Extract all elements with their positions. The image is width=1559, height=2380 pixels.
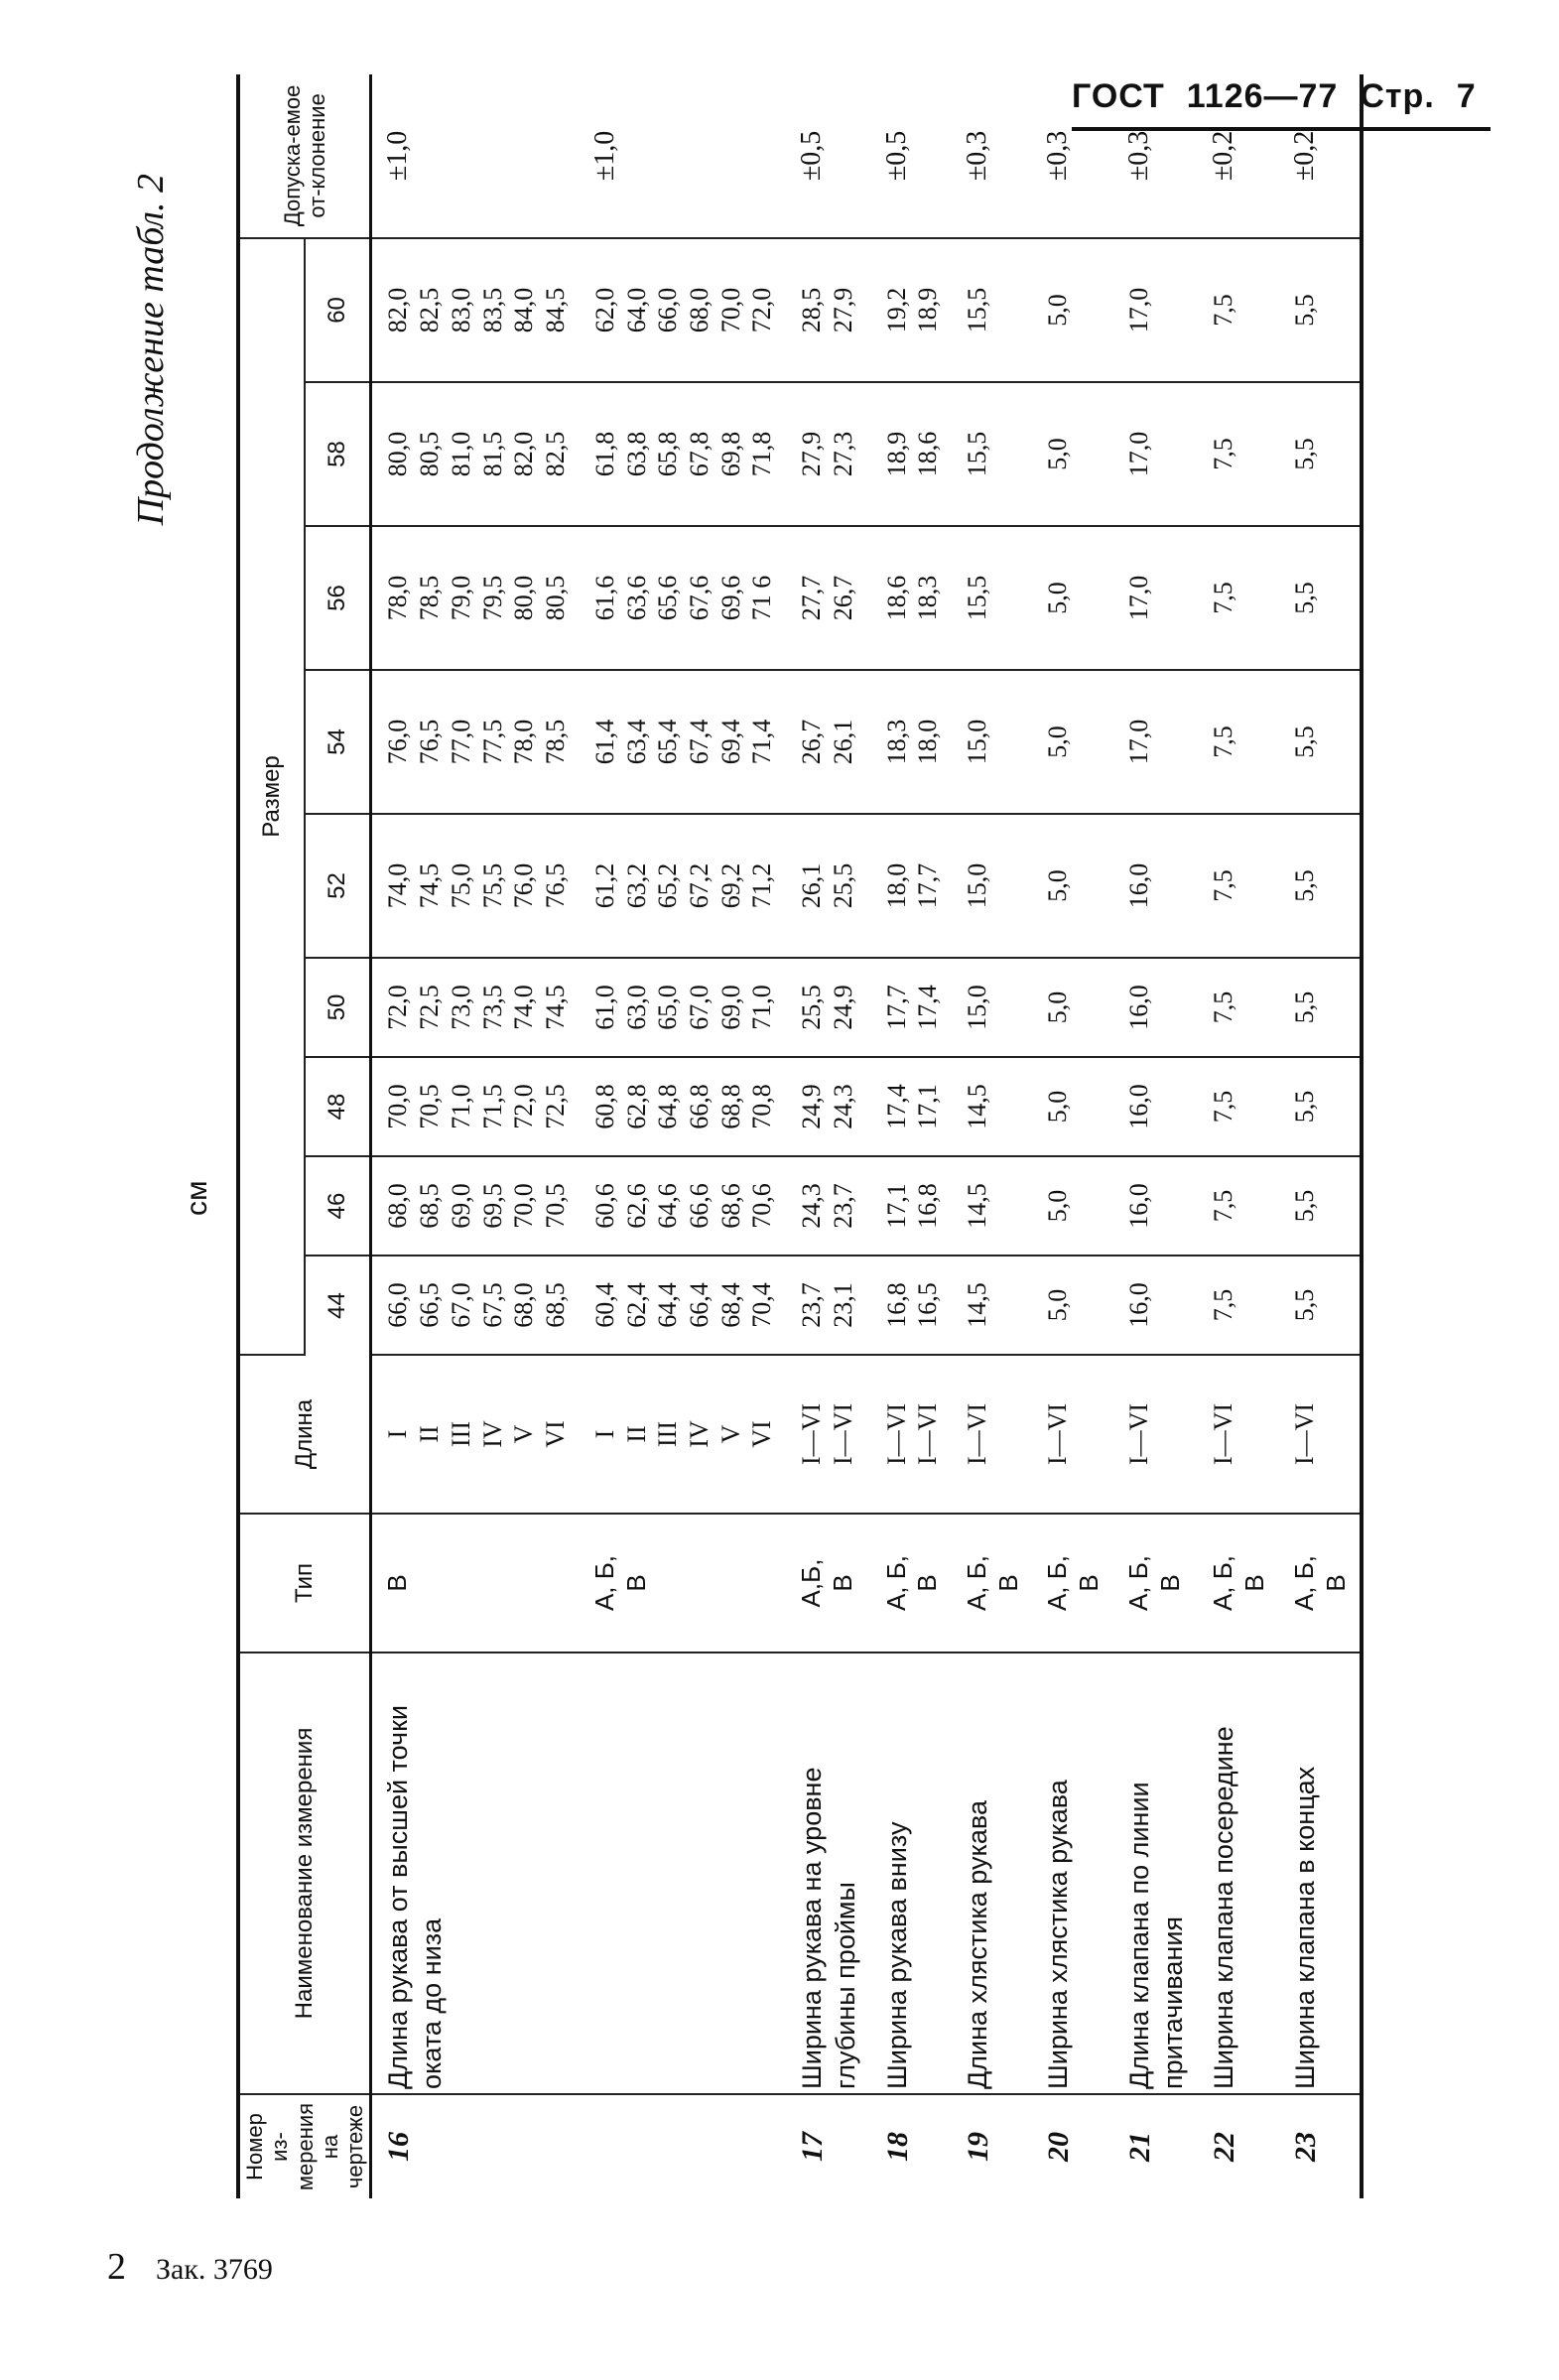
size-value: 15,5 bbox=[952, 382, 1032, 526]
size-value: 5,5 bbox=[1279, 1057, 1362, 1156]
size-value: 7,5 bbox=[1198, 238, 1278, 382]
size-value: 80,0 80,5 81,0 81,5 82,0 82,5 bbox=[371, 382, 580, 526]
size-value: 16,8 16,5 bbox=[871, 1256, 952, 1355]
size-value: 18,3 18,0 bbox=[871, 670, 952, 814]
size-value: 5,5 bbox=[1279, 526, 1362, 670]
measurement-name bbox=[580, 1653, 786, 2094]
tolerance-value: ±1,0 bbox=[371, 74, 580, 238]
size-value: 18,9 18,6 bbox=[871, 382, 952, 526]
size-header: 50 bbox=[305, 958, 371, 1057]
size-value: 26,1 25,5 bbox=[786, 814, 871, 958]
col-header-type: Тип bbox=[238, 1514, 371, 1653]
size-header: 44 bbox=[305, 1256, 371, 1355]
tolerance-value: ±1,0 bbox=[580, 74, 786, 238]
size-value: 5,5 bbox=[1279, 382, 1362, 526]
tolerance-value: ±0,2 bbox=[1198, 74, 1278, 238]
tolerance-value: ±0,3 bbox=[1113, 74, 1199, 238]
size-value: 7,5 bbox=[1198, 1156, 1278, 1256]
size-value: 5,0 bbox=[1032, 1057, 1112, 1156]
size-value: 16,0 bbox=[1113, 1256, 1199, 1355]
size-header: 60 bbox=[305, 238, 371, 382]
table-row bbox=[580, 74, 786, 2198]
tolerance-value: ±0,5 bbox=[786, 74, 871, 238]
table-body bbox=[371, 74, 1362, 2198]
size-value: 62,0 64,0 66,0 68,0 70,0 72,0 bbox=[580, 238, 786, 382]
size-value: 28,5 27,9 bbox=[786, 238, 871, 382]
measurement-name: Ширина рукава на уровне глубины проймы bbox=[786, 1653, 871, 2094]
size-value: 5,0 bbox=[1032, 238, 1112, 382]
measurement-name: Длина клапана по линии притачивания bbox=[1113, 1653, 1199, 2094]
garment-type: А, Б, В bbox=[952, 1514, 1032, 1653]
size-header: 56 bbox=[305, 526, 371, 670]
measurement-number: 18 bbox=[880, 2132, 914, 2162]
size-value: 17,0 bbox=[1113, 670, 1199, 814]
garment-type: А, Б, В bbox=[1032, 1514, 1112, 1653]
size-value: 82,0 82,5 83,0 83,5 84,0 84,5 bbox=[371, 238, 580, 382]
footer-order: Зак. 3769 bbox=[156, 2253, 273, 2286]
size-value: 7,5 bbox=[1198, 670, 1278, 814]
size-value: 5,5 bbox=[1279, 1256, 1362, 1355]
size-value: 7,5 bbox=[1198, 814, 1278, 958]
size-header: 46 bbox=[305, 1156, 371, 1256]
size-value: 78,0 78,5 79,0 79,5 80,0 80,5 bbox=[371, 526, 580, 670]
measurement-number: 19 bbox=[962, 2132, 995, 2162]
table-row bbox=[786, 74, 871, 2198]
size-value: 18,0 17,7 bbox=[871, 814, 952, 958]
size-header: 54 bbox=[305, 670, 371, 814]
col-header-name: Наименование измерения bbox=[238, 1653, 371, 2094]
size-value: 15,0 bbox=[952, 814, 1032, 958]
measurement-name: Длина хлястика рукава bbox=[952, 1653, 1032, 2094]
size-value: 15,0 bbox=[952, 958, 1032, 1057]
measurement-number: 21 bbox=[1122, 2132, 1156, 2162]
size-value: 61,0 63,0 65,0 67,0 69,0 71,0 bbox=[580, 958, 786, 1057]
length-group: I—VI I—VI bbox=[871, 1355, 952, 1514]
size-value: 5,5 bbox=[1279, 1156, 1362, 1256]
measurement-number: 17 bbox=[796, 2132, 830, 2162]
continuation-title: Продолжение табл. 2 bbox=[130, 174, 172, 526]
size-value: 5,5 bbox=[1279, 670, 1362, 814]
length-group: I—VI I—VI bbox=[786, 1355, 871, 1514]
garment-type: А, Б, В bbox=[1279, 1514, 1362, 1653]
size-header: 52 bbox=[305, 814, 371, 958]
size-value: 5,0 bbox=[1032, 670, 1112, 814]
size-value: 5,0 bbox=[1032, 1256, 1112, 1355]
size-value: 5,0 bbox=[1032, 814, 1112, 958]
col-header-tolerance: Допуска-емое от-клонение bbox=[238, 74, 371, 238]
table-row bbox=[1113, 74, 1199, 2198]
garment-type: В bbox=[371, 1514, 580, 1653]
table-row bbox=[1198, 74, 1278, 2198]
size-value: 16,0 bbox=[1113, 1057, 1199, 1156]
size-value: 14,5 bbox=[952, 1057, 1032, 1156]
size-value: 15,5 bbox=[952, 238, 1032, 382]
size-value: 25,5 24,9 bbox=[786, 958, 871, 1057]
size-value: 17,4 17,1 bbox=[871, 1057, 952, 1156]
dimensions-table bbox=[236, 74, 1364, 2198]
length-group: I—VI bbox=[1032, 1355, 1112, 1514]
length-group: I—VI bbox=[1198, 1355, 1278, 1514]
tolerance-value: ±0,3 bbox=[952, 74, 1032, 238]
size-value: 5,5 bbox=[1279, 814, 1362, 958]
size-value: 76,0 76,5 77,0 77,5 78,0 78,5 bbox=[371, 670, 580, 814]
length-group: I—VI bbox=[952, 1355, 1032, 1514]
size-value: 5,5 bbox=[1279, 238, 1362, 382]
size-value: 61,6 63,6 65,6 67,6 69,6 71 6 bbox=[580, 526, 786, 670]
tolerance-value: ±0,3 bbox=[1032, 74, 1112, 238]
table-row bbox=[1279, 74, 1362, 2198]
measurement-name: Ширина клапана в концах bbox=[1279, 1653, 1362, 2094]
size-value: 17,0 bbox=[1113, 526, 1199, 670]
size-value: 16,0 bbox=[1113, 814, 1199, 958]
measurement-number: 23 bbox=[1279, 2094, 1362, 2198]
size-value: 5,0 bbox=[1032, 958, 1112, 1057]
size-value: 27,9 27,3 bbox=[786, 382, 871, 526]
size-value: 7,5 bbox=[1198, 1057, 1278, 1156]
size-value: 17,0 bbox=[1113, 382, 1199, 526]
measurement-name: Ширина хлястика рукава bbox=[1032, 1653, 1112, 2094]
standard-label: ГОСТ bbox=[1072, 77, 1165, 115]
length-group: I II III IV V VI bbox=[371, 1355, 580, 1514]
size-value: 7,5 bbox=[1198, 1256, 1278, 1355]
garment-type: А, Б, В bbox=[871, 1514, 952, 1653]
size-value: 15,0 bbox=[952, 670, 1032, 814]
col-header-number: Номер из-мерения на чертеже bbox=[238, 2094, 371, 2198]
tolerance-value: ±0,5 bbox=[871, 74, 952, 238]
standard-number: 1126—77 bbox=[1186, 77, 1339, 115]
size-value: 27,7 26,7 bbox=[786, 526, 871, 670]
size-value: 24,3 23,7 bbox=[786, 1156, 871, 1256]
size-value: 5,0 bbox=[1032, 382, 1112, 526]
size-value: 24,9 24,3 bbox=[786, 1057, 871, 1156]
size-value: 15,5 bbox=[952, 526, 1032, 670]
length-group: I—VI bbox=[1113, 1355, 1199, 1514]
size-header: 48 bbox=[305, 1057, 371, 1156]
size-value: 23,7 23,1 bbox=[786, 1256, 871, 1355]
length-group: I—VI bbox=[1279, 1355, 1362, 1514]
size-value: 61,8 63,8 65,8 67,8 69,8 71,8 bbox=[580, 382, 786, 526]
table-row bbox=[371, 74, 580, 2198]
table-row bbox=[1032, 74, 1112, 2198]
length-group: I II III IV V VI bbox=[580, 1355, 786, 1514]
size-value: 70,0 70,5 71,0 71,5 72,0 72,5 bbox=[371, 1057, 580, 1156]
page-label: Стр. bbox=[1360, 77, 1435, 115]
size-value: 66,0 66,5 67,0 67,5 68,0 68,5 bbox=[371, 1256, 580, 1355]
measurement-number: 22 bbox=[1208, 2132, 1241, 2162]
col-header-size-group: Размер bbox=[238, 238, 305, 1355]
size-value: 72,0 72,5 73,0 73,5 74,0 74,5 bbox=[371, 958, 580, 1057]
footer-page-number: 2 bbox=[107, 2246, 126, 2288]
garment-type: А, Б, В bbox=[1113, 1514, 1199, 1653]
garment-type: А,Б, В bbox=[786, 1514, 871, 1653]
measurement-number: 16 bbox=[382, 2132, 416, 2162]
size-value: 14,5 bbox=[952, 1156, 1032, 1256]
measurement-number bbox=[580, 2094, 786, 2198]
unit-label: см bbox=[181, 1180, 213, 1216]
size-value: 7,5 bbox=[1198, 526, 1278, 670]
size-value: 17,1 16,8 bbox=[871, 1156, 952, 1256]
size-value: 19,2 18,9 bbox=[871, 238, 952, 382]
garment-type: А, Б, В bbox=[1198, 1514, 1278, 1653]
table-row bbox=[952, 74, 1032, 2198]
size-value: 74,0 74,5 75,0 75,5 76,0 76,5 bbox=[371, 814, 580, 958]
size-value: 60,8 62,8 64,8 66,8 68,8 70,8 bbox=[580, 1057, 786, 1156]
size-value: 18,6 18,3 bbox=[871, 526, 952, 670]
size-value: 17,0 bbox=[1113, 238, 1199, 382]
size-value: 61,4 63,4 65,4 67,4 69,4 71,4 bbox=[580, 670, 786, 814]
size-value: 26,7 26,1 bbox=[786, 670, 871, 814]
measurement-name: Ширина клапана посередине bbox=[1198, 1653, 1278, 2094]
size-value: 7,5 bbox=[1198, 958, 1278, 1057]
size-value: 16,0 bbox=[1113, 958, 1199, 1057]
size-value: 61,2 63,2 65,2 67,2 69,2 71,2 bbox=[580, 814, 786, 958]
measurement-name: Длина рукава от высшей точки оката до низа bbox=[371, 1653, 580, 2094]
size-value: 16,0 bbox=[1113, 1156, 1199, 1256]
size-value: 60,6 62,6 64,6 66,6 68,6 70,6 bbox=[580, 1156, 786, 1256]
garment-type: А, Б, В bbox=[580, 1514, 786, 1653]
page-footer bbox=[107, 2245, 273, 2289]
size-value: 60,4 62,4 64,4 66,4 68,4 70,4 bbox=[580, 1256, 786, 1355]
size-value: 5,0 bbox=[1032, 526, 1112, 670]
size-value: 17,7 17,4 bbox=[871, 958, 952, 1057]
size-value: 68,0 68,5 69,0 69,5 70,0 70,5 bbox=[371, 1156, 580, 1256]
measurement-number: 20 bbox=[1042, 2132, 1076, 2162]
measurement-name: Ширина рукава внизу bbox=[871, 1653, 952, 2094]
page-number: 7 bbox=[1456, 77, 1477, 115]
size-value: 5,5 bbox=[1279, 958, 1362, 1057]
size-header: 58 bbox=[305, 382, 371, 526]
size-value: 14,5 bbox=[952, 1256, 1032, 1355]
table-row bbox=[871, 74, 952, 2198]
size-value: 7,5 bbox=[1198, 382, 1278, 526]
col-header-length: Длина bbox=[238, 1355, 371, 1514]
size-value: 5,0 bbox=[1032, 1156, 1112, 1256]
tolerance-value: ±0,2 bbox=[1279, 74, 1362, 238]
